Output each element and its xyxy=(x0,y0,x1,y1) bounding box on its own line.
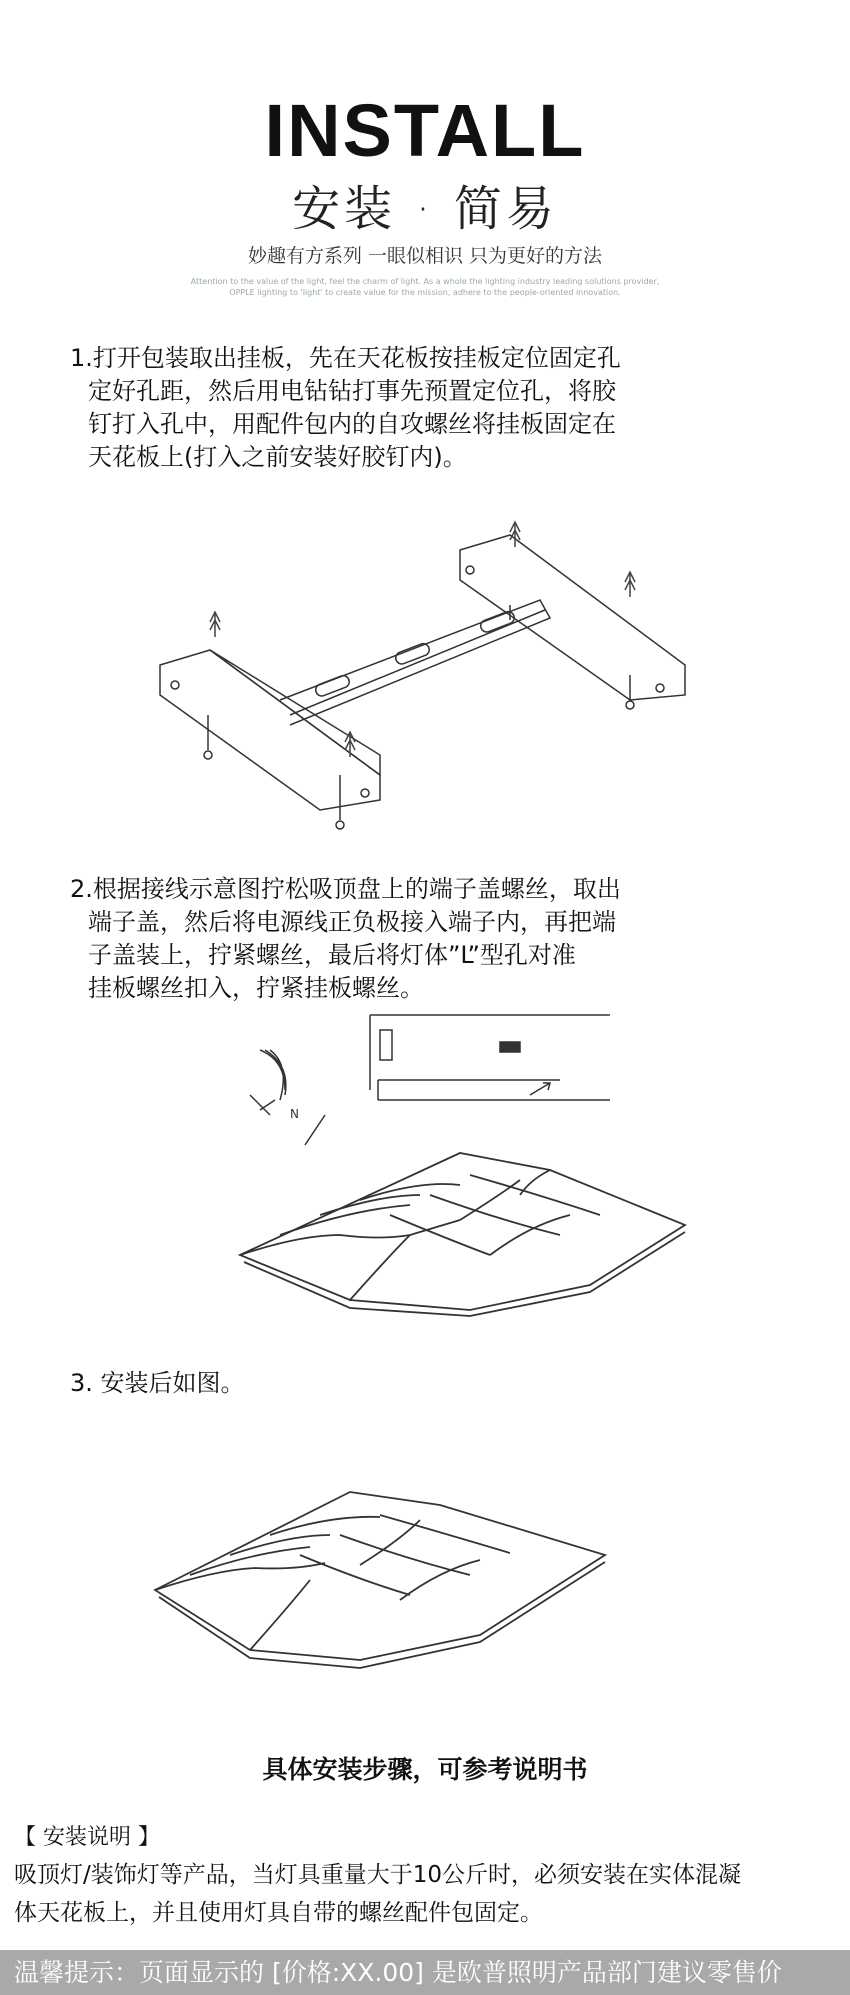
step-line: 钉打入孔中，用配件包内的自攻螺丝将挂板固定在 xyxy=(88,410,616,438)
english-tagline xyxy=(0,276,850,298)
step-line: 定好孔距，然后用电钻钻打事先预置定位孔，将胶 xyxy=(88,377,616,405)
slogan: 妙趣有方系列 一眼似相识 只为更好的方法 xyxy=(247,245,603,267)
tagline-line: OPPLE lighting to 'light' to create value for the mission, adhere to the people-oriented innovation. xyxy=(229,288,621,297)
reference-note: 具体安装步骤，可参考说明书 xyxy=(262,1755,588,1784)
page-subtitle: 安装 · 简易 xyxy=(292,181,558,237)
step-1-text xyxy=(70,342,790,474)
notes-heading: 【 安装说明 】 xyxy=(14,1825,160,1850)
installed-lamp-illustration xyxy=(150,1480,610,1690)
step-line: 挂板螺丝扣入，拧紧挂板螺丝。 xyxy=(88,974,424,1002)
step-line: 子盖装上，拧紧螺丝，最后将灯体”L”型孔对准 xyxy=(88,941,576,969)
note-line: 吸顶灯/装饰灯等产品，当灯具重量大于10公斤时，必须安装在实体混凝 xyxy=(14,1862,742,1888)
step-line: 2.根据接线示意图拧松吸顶盘上的端子盖螺丝，取出 xyxy=(70,875,621,903)
step-line: 天花板上(打入之前安装好胶钉内)。 xyxy=(88,443,467,471)
note-line: 体天花板上，并且使用灯具自带的螺丝配件包固定。 xyxy=(14,1900,543,1926)
step-2-text xyxy=(70,873,790,1005)
step-3-text xyxy=(70,1367,790,1400)
step-line: 3. 安装后如图。 xyxy=(70,1369,245,1397)
wiring-and-lamp-illustration xyxy=(230,1010,690,1330)
page-title: INSTALL xyxy=(264,89,586,172)
tagline-line: Attention to the value of the light, feel the charm of light. As a whole the lighting industry leading solutions provider, xyxy=(190,277,660,286)
step-line: 端子盖，然后将电源线正负极接入端子内，再把端 xyxy=(88,908,616,936)
step-line: 1.打开包装取出挂板，先在天花板按挂板定位固定孔 xyxy=(70,344,621,372)
neutral-label: N xyxy=(290,1107,299,1121)
mounting-plate-illustration xyxy=(150,510,700,840)
price-disclaimer-bar: 温馨提示：页面显示的 [价格:XX.00] 是欧普照明产品部门建议零售价 xyxy=(0,1950,850,1995)
